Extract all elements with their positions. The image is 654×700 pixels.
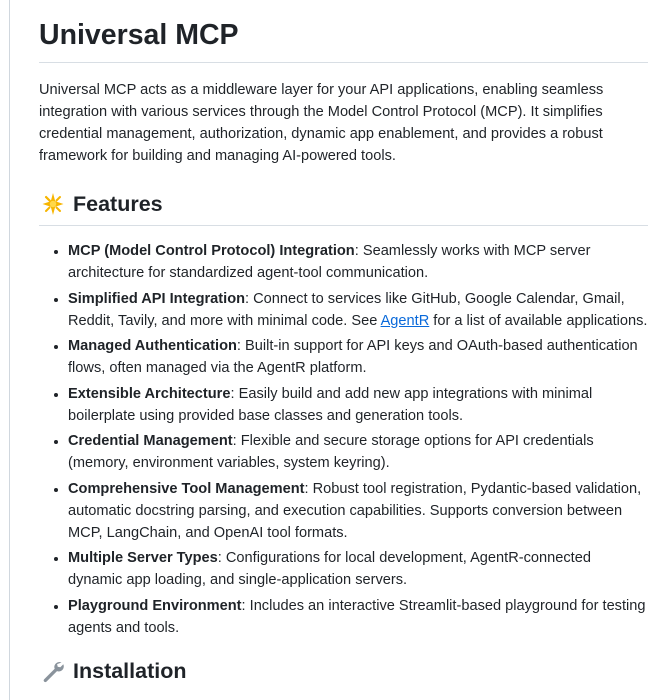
feature-desc: : Robust tool registration, Pydantic-based validation, automatic docstring parsing, and execution capabilities. Supports conversion between MCP, LangChain, and OpenAI tool formats.: [68, 480, 642, 541]
feature-name: Extensible Architecture: [68, 385, 231, 402]
left-border: [9, 0, 10, 700]
list-item: [68, 288, 648, 332]
list-item: [68, 335, 648, 379]
page-title: Universal MCP: [39, 0, 648, 63]
feature-name: Multiple Server Types: [68, 550, 218, 566]
feature-desc: : Seamlessly works with MCP server architecture for standardized agent-tool communication.: [68, 243, 591, 281]
glowing-star-icon: [39, 190, 67, 218]
features-heading: [39, 189, 648, 226]
wrench-icon: [39, 657, 67, 685]
readme-content: [39, 0, 648, 686]
feature-desc: : Easily build and add new app integrations with minimal boilerplate using provided base classes and generation tools.: [68, 385, 593, 424]
feature-desc: : Includes an interactive Streamlit-based playground for testing agents and tools.: [68, 597, 646, 636]
feature-desc: : Configurations for local development, AgentR-connected dynamic app loading, and single-application servers.: [68, 550, 591, 588]
list-item: [68, 430, 648, 474]
feature-name: Playground Environment: [68, 597, 242, 614]
feature-desc: : Built-in support for API keys and OAuth-based authentication flows, often managed via the AgentR platform.: [68, 338, 638, 376]
installation-heading: [39, 656, 648, 686]
list-item: [68, 240, 648, 284]
feature-desc: : Connect to services like GitHub, Google Calendar, Gmail, Reddit, Tavily, and more with minimal code. See: [68, 290, 625, 329]
feature-desc-after: for a list of available applications.: [429, 312, 648, 329]
agentr-link[interactable]: AgentR: [380, 312, 430, 329]
feature-name: Simplified API Integration: [68, 290, 246, 307]
list-item: [68, 478, 648, 544]
feature-name: Managed Authentication: [68, 338, 237, 354]
feature-name: Comprehensive Tool Management: [68, 480, 305, 497]
features-list: [39, 240, 648, 639]
feature-name: Credential Management: [68, 433, 233, 449]
intro-paragraph: Universal MCP acts as a middleware layer for your API applications, enabling seamless integration with various services through the Model Control Protocol (MCP). It simplifies credential management, authorization, dynamic app enablement, and provides a robust framework for building and managing AI-powered tools.: [39, 82, 604, 164]
list-item: [68, 595, 648, 639]
list-item: [68, 383, 648, 427]
list-item: [68, 547, 648, 591]
features-heading-label: Features: [73, 192, 163, 216]
installation-heading-label: Installation: [73, 658, 187, 683]
feature-desc: : Flexible and secure storage options for API credentials (memory, environment variables, system keyring).: [68, 433, 594, 471]
feature-name: MCP (Model Control Protocol) Integration: [68, 243, 355, 259]
